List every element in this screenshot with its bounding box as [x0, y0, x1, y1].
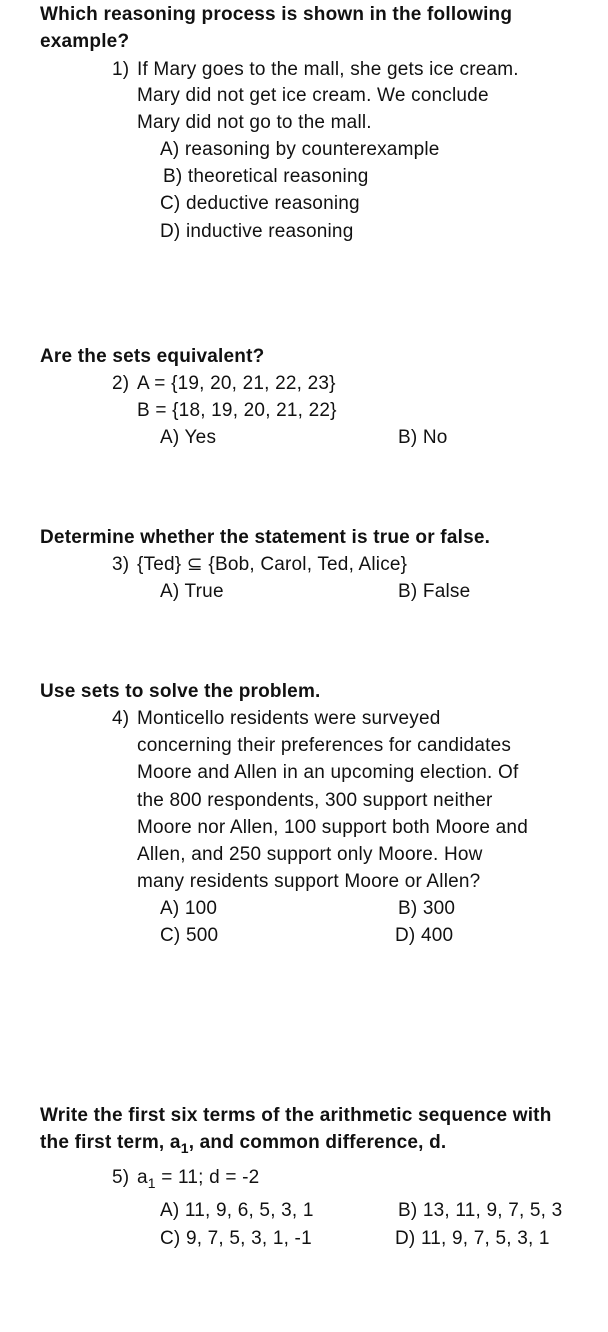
choice-1c: [160, 190, 360, 217]
choice-letter: B): [398, 427, 418, 448]
choice-5b: [398, 1197, 562, 1224]
question-4-line-5: Moore nor Allen, 100 support both Moore and: [137, 817, 528, 838]
choice-text: Yes: [184, 427, 217, 448]
question-5-line-1: [137, 1164, 259, 1192]
instruction-1-line-1: Which reasoning process is shown in the following: [40, 4, 513, 25]
choice-3b: [398, 578, 470, 605]
choice-letter: D): [395, 925, 416, 946]
choice-5a: [160, 1197, 314, 1224]
choice-letter: C): [160, 1228, 181, 1249]
choice-2b: [398, 424, 448, 451]
instruction-3: Determine whether the statement is true or false.: [40, 527, 491, 548]
question-5-subscript: 1: [147, 1175, 156, 1191]
question-5-rest: = 11; d = -2: [155, 1167, 260, 1188]
choice-4a: [160, 895, 217, 922]
choice-5c: [160, 1225, 312, 1252]
choice-3a: [160, 578, 224, 605]
choice-text: inductive reasoning: [185, 221, 354, 242]
choice-text: 400: [420, 925, 454, 946]
question-1-line-1: If Mary goes to the mall, she gets ice cream.: [137, 59, 519, 80]
choice-text: 9, 7, 5, 3, 1, -1: [185, 1228, 312, 1249]
choice-letter: C): [160, 925, 181, 946]
choice-text: 500: [185, 925, 219, 946]
instruction-5-line-2: [40, 1129, 446, 1157]
choice-letter: D): [395, 1228, 416, 1249]
choice-text: 13, 11, 9, 7, 5, 3: [422, 1200, 563, 1221]
question-4-line-6: Allen, and 250 support only Moore. How: [137, 844, 483, 865]
instruction-4: Use sets to solve the problem.: [40, 681, 321, 702]
question-4-number: 4): [112, 708, 130, 729]
choice-letter: C): [160, 193, 181, 214]
instruction-1-line-2: example?: [40, 31, 130, 52]
choice-text: True: [184, 581, 224, 602]
question-5-var: a: [137, 1167, 148, 1188]
question-2-number: 2): [112, 373, 130, 394]
choice-4d: [395, 922, 453, 949]
choice-letter: A): [160, 581, 180, 602]
choice-4c: [160, 922, 218, 949]
choice-letter: B): [163, 166, 183, 187]
choice-text: theoretical reasoning: [187, 166, 369, 187]
choice-text: reasoning by counterexample: [184, 139, 440, 160]
choice-letter: A): [160, 898, 180, 919]
question-3-number: 3): [112, 554, 130, 575]
choice-1b: [163, 163, 368, 190]
choice-letter: A): [160, 427, 180, 448]
choice-text: 300: [422, 898, 456, 919]
choice-text: deductive reasoning: [185, 193, 360, 214]
question-4-line-3: Moore and Allen in an upcoming election. Of: [137, 762, 519, 783]
question-4-line-2: concerning their preferences for candidates: [137, 735, 512, 756]
question-4-line-1: Monticello residents were surveyed: [137, 708, 441, 729]
question-3-line-1: {Ted} ⊆ {Bob, Carol, Ted, Alice}: [137, 554, 408, 575]
choice-1a: [160, 136, 440, 163]
instruction-2: Are the sets equivalent?: [40, 346, 265, 367]
instruction-5-subscript: 1: [180, 1140, 189, 1156]
instruction-5-text-b: , and common difference, d.: [188, 1132, 447, 1153]
question-2-line-2: B = {18, 19, 20, 21, 22}: [137, 400, 337, 421]
question-2-line-1: A = {19, 20, 21, 22, 23}: [137, 373, 336, 394]
choice-text: 11, 9, 7, 5, 3, 1: [420, 1228, 550, 1249]
choice-text: 100: [184, 898, 218, 919]
choice-letter: A): [160, 1200, 180, 1221]
question-5-number: 5): [112, 1167, 130, 1188]
choice-letter: B): [398, 898, 418, 919]
choice-text: 11, 9, 6, 5, 3, 1: [184, 1200, 314, 1221]
choice-letter: B): [398, 581, 418, 602]
question-4-line-7: many residents support Moore or Allen?: [137, 871, 481, 892]
instruction-5-line-1: Write the first six terms of the arithmetic sequence with: [40, 1105, 552, 1126]
question-1-line-3: Mary did not go to the mall.: [137, 112, 372, 133]
choice-text: No: [422, 427, 448, 448]
choice-text: False: [422, 581, 471, 602]
choice-letter: B): [398, 1200, 418, 1221]
choice-4b: [398, 895, 455, 922]
choice-letter: A): [160, 139, 180, 160]
question-1-number: 1): [112, 59, 130, 80]
choice-2a: [160, 424, 216, 451]
question-4-line-4: the 800 respondents, 300 support neither: [137, 790, 493, 811]
instruction-5-text-a: the first term,: [40, 1132, 165, 1153]
choice-1d: [160, 218, 353, 245]
question-1-line-2: Mary did not get ice cream. We conclude: [137, 85, 489, 106]
choice-5d: [395, 1225, 550, 1252]
instruction-5-symbol: a: [169, 1132, 181, 1153]
choice-letter: D): [160, 221, 181, 242]
